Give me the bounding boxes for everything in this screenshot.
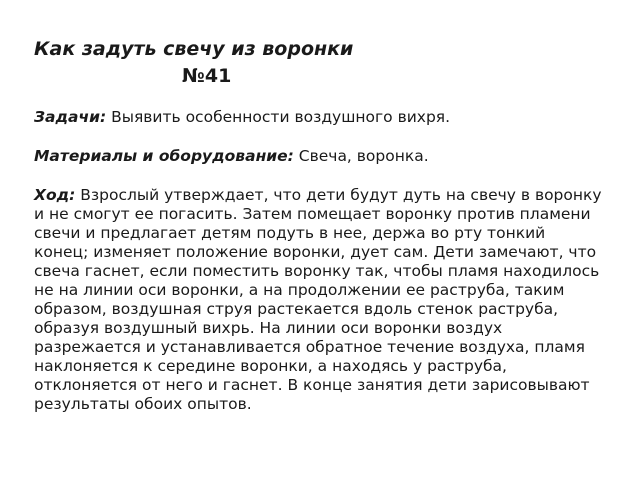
tasks-paragraph: [34, 108, 604, 127]
experiment-number: №41: [182, 65, 232, 87]
tasks-label: Задачи:: [34, 108, 107, 126]
materials-label: Материалы и оборудование:: [34, 147, 294, 165]
procedure-paragraph: [34, 186, 604, 414]
materials-text: Свеча, воронка.: [293, 147, 429, 165]
procedure-text: Взрослый утверждает, что дети будут дуть на свечу в воронку и не смогут ее погасить. Затем помещает воронку против пламени свечи и предлагает детям подуть в нее, держа во рту тонкий конец; изменяет положение воронки, дует сам. Дети замечают, что свеча гаснет, если поместить воронку так, чтобы пламя находилось не на линии оси воронки, а на продолжении ее раструба, таким образом, воздушная струя растекается вдоль стенок раструба, образуя воздушный вихрь. На линии оси воронки воздух разрежается и устанавливается обратное течение воздуха, пламя наклоняется к середине воронки, а находясь у раструба, отклоняется от него и гаснет. В конце занятия дети зарисовывают результаты обоих опытов.: [34, 186, 602, 413]
page-title: Как задуть свечу из воронки: [34, 38, 354, 60]
procedure-label: Ход:: [34, 186, 76, 204]
materials-paragraph: [34, 147, 604, 166]
tasks-text: Выявить особенности воздушного вихря.: [106, 108, 451, 126]
